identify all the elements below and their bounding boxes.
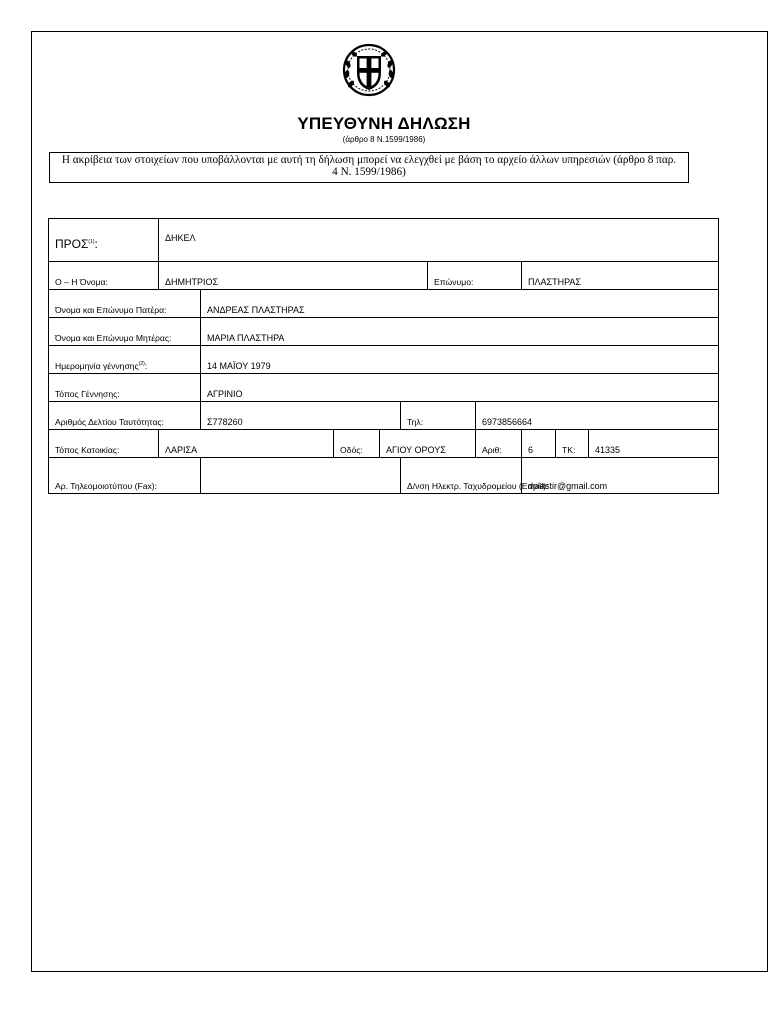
surname-label: Επώνυμο: — [428, 262, 522, 290]
form-row-birth-place — [49, 374, 719, 402]
postal-code-field[interactable]: 41335 — [589, 430, 719, 458]
residence-field[interactable]: ΛΑΡΙΣΑ — [159, 430, 334, 458]
form-row-mother — [49, 318, 719, 346]
fax-label: Αρ. Τηλεομοιοτύπου (Fax): — [49, 458, 201, 494]
first-name-label: Ο – Η Όνομα: — [49, 262, 159, 290]
email-label: Δ/νση Ηλεκτρ. Ταχυδρομείου (Email): — [401, 458, 522, 494]
form-row-contact — [49, 458, 719, 494]
phone-label: Τηλ: — [401, 402, 476, 430]
mother-name-label: Όνομα και Επώνυμο Μητέρας: — [49, 318, 201, 346]
birth-date-field[interactable]: 14 ΜΑΪΟΥ 1979 — [201, 346, 719, 374]
birth-place-label: Τόπος Γέννησης: — [49, 374, 201, 402]
surname-field[interactable]: ΠΛΑΣΤΗΡΑΣ — [522, 262, 719, 290]
id-number-label: Αριθμός Δελτίου Ταυτότητας: — [49, 402, 201, 430]
residence-label: Τόπος Κατοικίας: — [49, 430, 159, 458]
birth-place-field[interactable]: ΑΓΡΙΝΙΟ — [201, 374, 719, 402]
first-name-field[interactable]: ΔΗΜΗΤΡΙΟΣ — [159, 262, 428, 290]
street-label: Οδός: — [334, 430, 380, 458]
form-row-father — [49, 290, 719, 318]
form-row-address — [49, 430, 719, 458]
recipient-field[interactable]: ΔΗΚΕΛ — [159, 219, 719, 262]
declaration-form — [48, 218, 719, 494]
form-row-name — [49, 262, 719, 290]
greek-coat-of-arms-icon — [340, 42, 398, 98]
father-name-label: Όνομα και Επώνυμο Πατέρα: — [49, 290, 201, 318]
form-row-id — [49, 402, 719, 430]
street-number-label: Αριθ: — [476, 430, 522, 458]
email-field[interactable]: dplastir@gmail.com — [522, 458, 719, 494]
fax-field[interactable] — [201, 458, 401, 494]
id-number-field[interactable]: Σ778260 — [201, 402, 401, 430]
father-name-field[interactable]: ΑΝΔΡΕΑΣ ΠΛΑΣΤΗΡΑΣ — [201, 290, 719, 318]
form-row-birth-date — [49, 346, 719, 374]
street-field[interactable]: ΑΓΙΟΥ ΟΡΟΥΣ — [380, 430, 476, 458]
verification-notice: Η ακρίβεια των στοιχείων που υποβάλλονται με αυτή τη δήλωση μπορεί να ελεγχθεί με βάση το αρχείο άλλων υπηρεσιών (άρθρο 8 παρ. 4 Ν. 1599/1986) — [49, 152, 689, 183]
mother-name-field[interactable]: ΜΑΡΙΑ ΠΛΑΣΤΗΡΑ — [201, 318, 719, 346]
birth-date-label: Ημερομηνία γέννησης$^{(2)}$: — [49, 346, 201, 374]
recipient-label: ΠΡΟΣ$^{(1)}$: — [49, 219, 159, 262]
postal-code-label: ΤΚ: — [556, 430, 589, 458]
phone-field[interactable]: 6973856664 — [476, 402, 719, 430]
street-number-field[interactable]: 6 — [522, 430, 556, 458]
document-subtitle: (άρθρο 8 Ν.1599/1986) — [342, 135, 426, 144]
form-row-recipient — [49, 219, 719, 262]
document-title: ΥΠΕΥΘΥΝΗ ΔΗΛΩΣΗ — [297, 114, 471, 133]
